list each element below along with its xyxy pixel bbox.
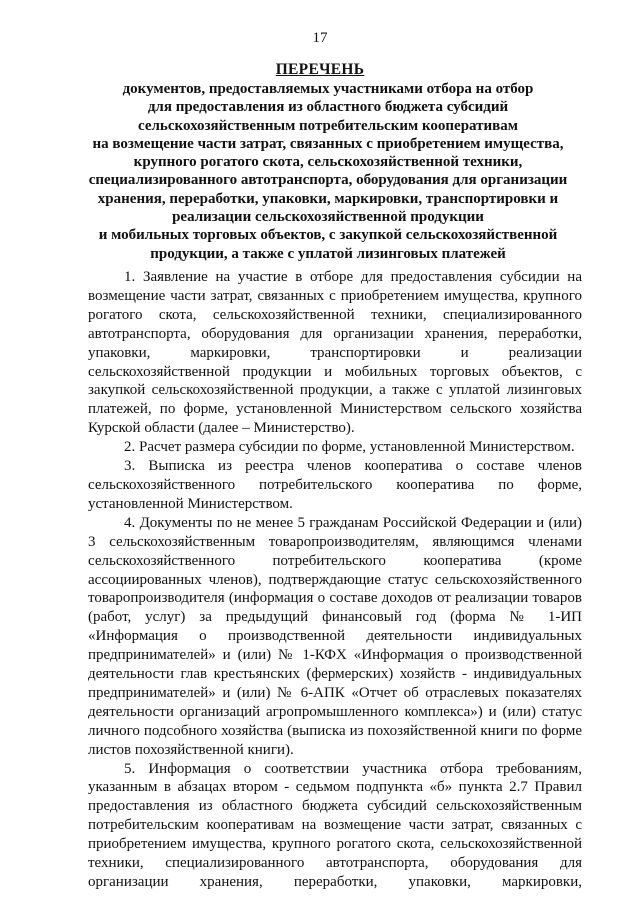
heading-line: хранения, переработки, упаковки, маркировки, транспортировки и [97,190,559,207]
heading-line: реализации сельскохозяйственной продукции [172,209,484,226]
document-body [88,268,582,892]
page-number: 17 [312,30,328,46]
document-heading [88,80,568,263]
heading-line: и мобильных торговых объектов, с закупкой сельскохозяйственной [98,227,558,244]
heading-line: на возмещение части затрат, связанных с приобретением имущества, [92,135,564,152]
heading-line: продукции, а также с уплатой лизинговых платежей [150,245,506,262]
paragraph-5: 5. Информация о соответствии участника отбора требованиям, указанным в абзацах втором - седьмом подпункта «б» пункта 2.7 Правил предоставления из областного бюджета субсидий сельскохозяйственным потребительским кооперативам на возмещение части затрат, связанных с приобретением имущества, крупного рогатого скота, сельскохозяйственной техники, специализированного автотранспорта, оборудования для организации хранения, переработки, упаковки, маркировки, [88,760,582,890]
paragraph-4: 4. Документы по не менее 5 гражданам Российской Федерации и (или) 3 сельскохозяйственным товаропроизводителям, являющимся членами сельскохозяйственного потребительского кооператива (кроме ассоциированных членов), подтверждающие статус сельскохозяйственного товаропроизводителя (информация о составе доходов от реализации товаров (работ, услуг) за предыдущий финансовый год (форма № 1-ИП «Информация о производственной деятельности индивидуальных предпринимателей» и (или) № 1-КФХ «Информация о производственной деятельности глав крестьянских (фермерских) хозяйств - индивидуальных предпринимателей» и (или) № 6-АПК «Отчет об отраслевых показателях деятельности организаций агропромышленного комплекса») и (или) статус личного подсобного хозяйства (выписка из похозяйственной книги по форме листов похозяйственной книги). [88,514,582,758]
heading-line: документов, предоставляемых участниками отбора на отбор [122,81,534,97]
paragraph-2: 2. Расчет размера субсидии по форме, установленной Министерством. [124,439,575,456]
heading-line: крупного рогатого скота, сельскохозяйственной техники, [133,154,523,171]
paragraph-3: 3. Выписка из реестра членов кооператива о составе членов сельскохозяйственного потребительского кооператива по форме, установленной Министерством. [88,458,582,512]
heading-line: специализированного автотранспорта, оборудования для организации [88,172,568,189]
paragraph-1: 1. Заявление на участие в отборе для предоставления субсидии на возмещение части затрат, связанных с приобретением имущества, крупного рогатого скота, сельскохозяйственной техники, специализированного автотранспорта, оборудования для организации хранения, переработки, упаковки, маркировки, транспортировки и реализации сельскохозяйственной продукции и мобильных торговых объектов, с закупкой сельскохозяйственной продукции, а также с уплатой лизинговых платежей, по форме, установленной Министерством сельского хозяйства Курской области (далее – Министерство). [88,269,582,437]
heading-line: для предоставления из областного бюджета субсидий [147,99,509,116]
document-title: ПЕРЕЧЕНЬ [275,61,365,78]
heading-line: сельскохозяйственным потребительским кооперативам [138,117,518,134]
